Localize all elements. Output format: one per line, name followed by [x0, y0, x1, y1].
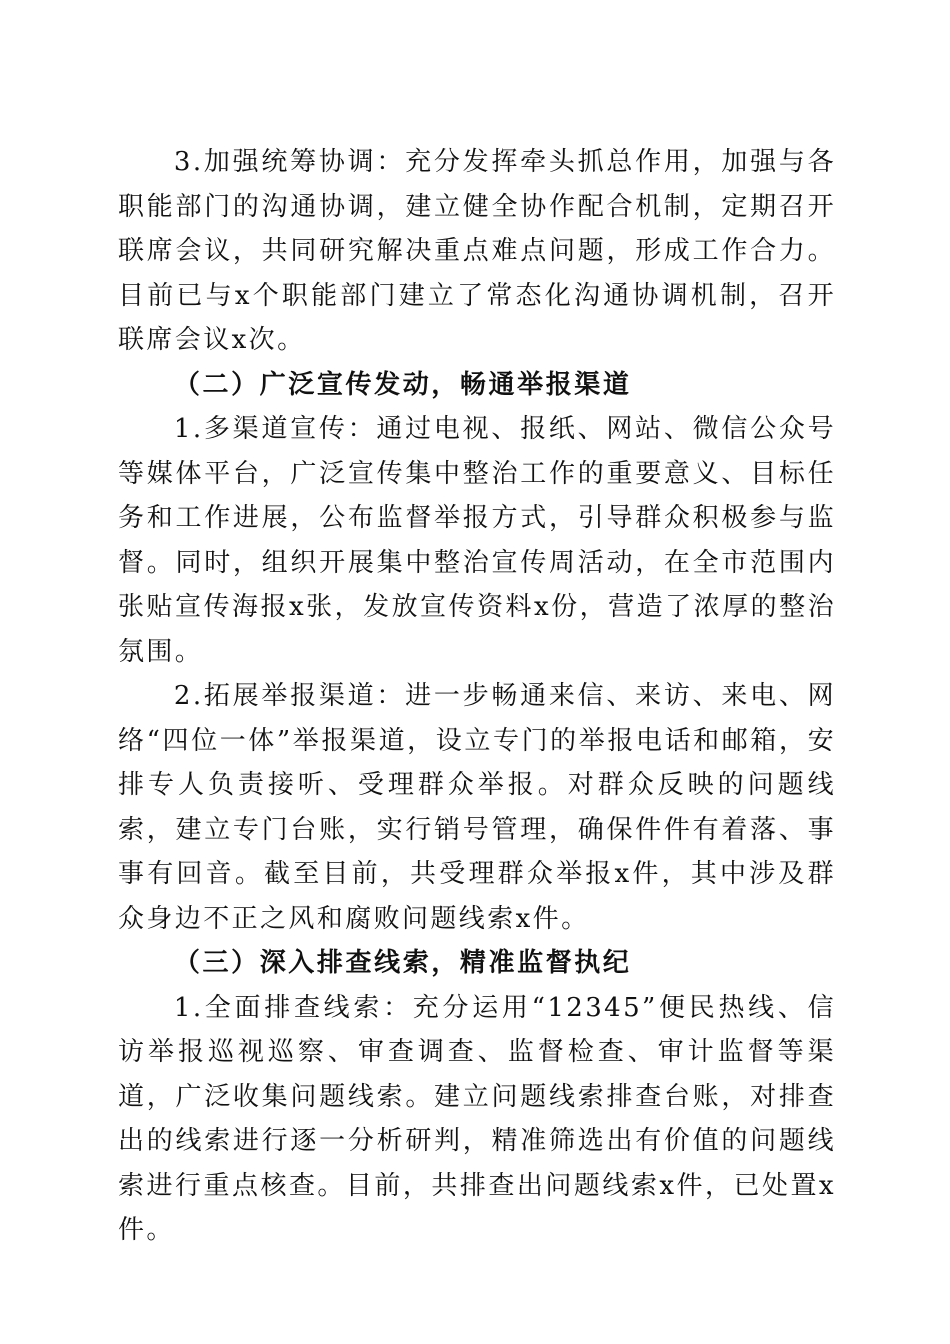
document-body [118, 140, 836, 1253]
paragraph-coordination: 3.加强统筹协调：充分发挥牵头抓总作用，加强与各职能部门的沟通协调，建立健全协作配合机制，定期召开联席会议，共同研究解决重点难点问题，形成工作合力。目前已与x个职能部门建立了常态化沟通协调机制，召开联席会议x次。 [118, 147, 836, 355]
paragraph-multichannel-publicity: 1.多渠道宣传：通过电视、报纸、网站、微信公众号等媒体平台，广泛宣传集中整治工作的重要意义、目标任务和工作进展，公布监督举报方式，引导群众积极参与监督。同时，组织开展集中整治宣传周活动，在全市范围内张贴宣传海报x张，发放宣传资料x份，营造了浓厚的整治氛围。 [118, 414, 836, 667]
paragraph-clue-screening: 1.全面排查线索：充分运用“12345”便民热线、信访举报巡视巡察、审查调查、监督检查、审计监督等渠道，广泛收集问题线索。建立问题线索排查台账，对排查出的线索进行逐一分析研判，精准筛选出有价值的问题线索进行重点核查。目前，共排查出问题线索x件，已处置x件。 [118, 992, 836, 1245]
section-heading-publicity: （二）广泛宣传发动，畅通举报渠道 [173, 369, 632, 400]
paragraph-reporting-channels: 2.拓展举报渠道：进一步畅通来信、来访、来电、网络“四位一体”举报渠道，设立专门的举报电话和邮箱，安排专人负责接听、受理群众举报。对群众反映的问题线索，建立专门台账，实行销号管理，确保件件有着落、事事有回音。截至目前，共受理群众举报x件，其中涉及群众身边不正之风和腐败问题线索x件。 [118, 681, 836, 934]
section-heading-investigation: （三）深入排查线索，精准监督执纪 [173, 948, 632, 978]
